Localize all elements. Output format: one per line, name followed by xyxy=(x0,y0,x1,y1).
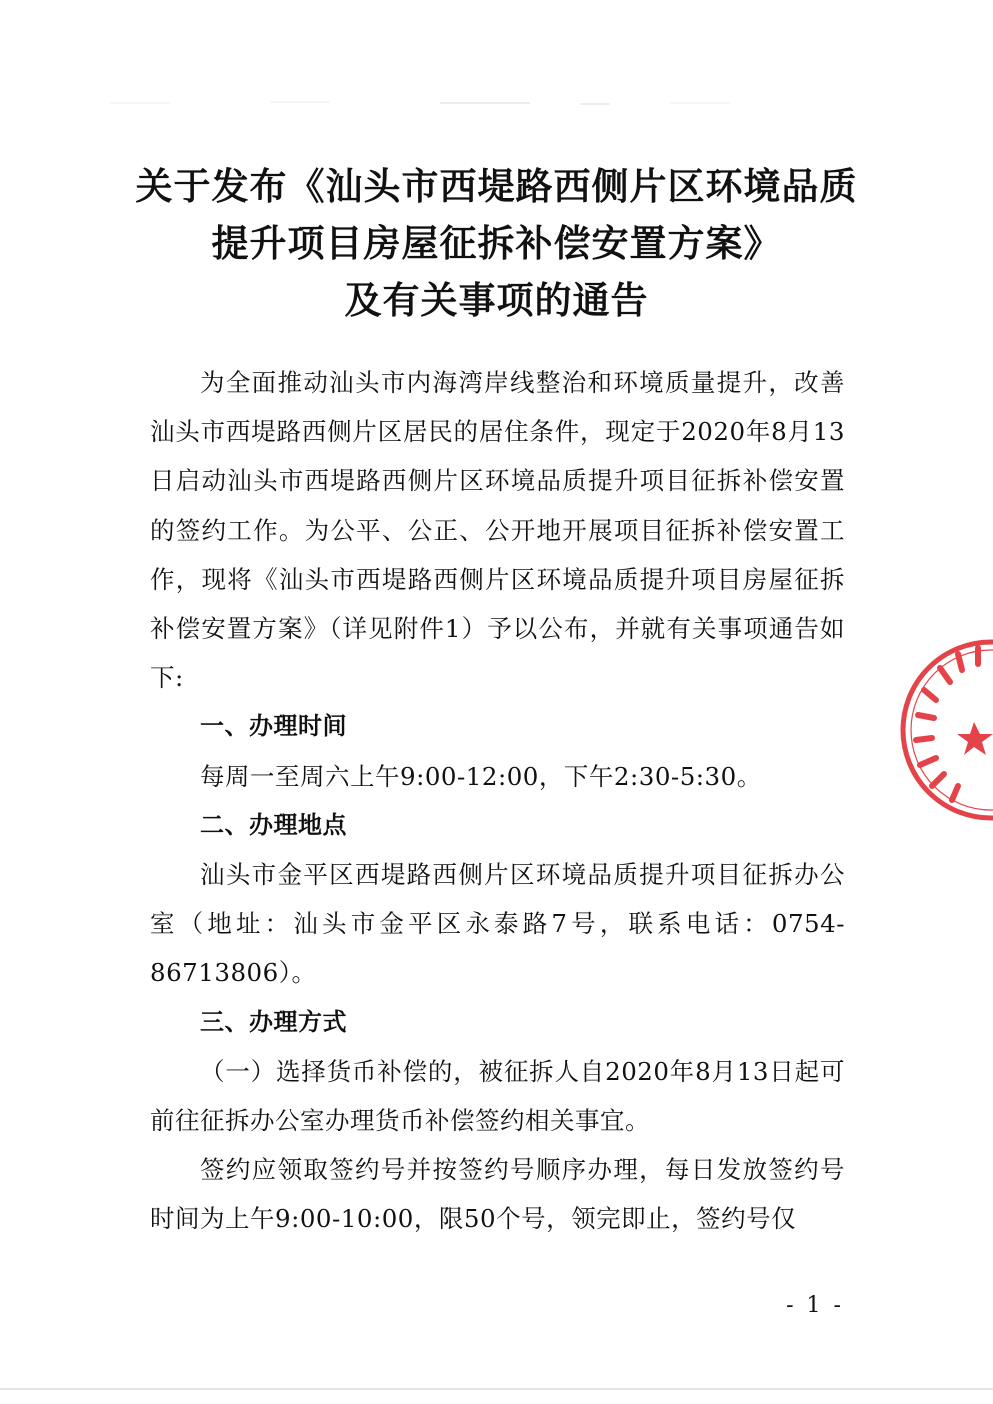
section-heading-location: 二、办理地点 xyxy=(200,810,347,839)
title-line-2: 提升项目房屋征拆补偿安置方案》 xyxy=(211,221,782,265)
monetary-compensation-paragraph: （一）选择货币补偿的，被征拆人自2020年8月13日起可前往征拆办公室办理货币补偿签约相关事宜。 xyxy=(150,1056,845,1136)
document-title xyxy=(0,158,993,329)
document-body xyxy=(150,358,845,1244)
signing-number-paragraph: 签约应领取签约号并按签约号顺序办理，每日发放签约号时间为上午9:00-10:00，限50个号，领完即止，签约号仅 xyxy=(150,1155,845,1234)
title-line-1: 关于发布《汕头市西堤路西侧片区环境品质 xyxy=(135,164,858,208)
section-heading-method: 三、办理方式 xyxy=(200,1007,347,1036)
page-bottom-edge xyxy=(0,1388,993,1390)
scan-artifact xyxy=(110,100,850,106)
official-seal-stamp xyxy=(896,630,993,830)
intro-paragraph: 为全面推动汕头市内海湾岸线整治和环境质量提升，改善汕头市西堤路西侧片区居民的居住条件，现定于2020年8月13日启动汕头市西堤路西侧片区环境品质提升项目征拆补偿安置的签约工作。为公平、公正、公开地开展项目征拆补偿安置工作，现将《汕头市西堤路西侧片区环境品质提升项目房屋征拆补偿安置方案》（详见附件1）予以公布，并就有关事项通告如下: xyxy=(150,368,845,693)
section-heading-time: 一、办理时间 xyxy=(200,712,347,741)
page-number: - 1 - xyxy=(786,1293,844,1318)
office-hours-text: 每周一至周六上午9:00-12:00，下午2:30-5:30。 xyxy=(200,761,762,791)
office-location-text: 汕头市金平区西堤路西侧片区环境品质提升项目征拆办公室（地址：汕头市金平区永泰路7号，联系电话：0754-86713806）。 xyxy=(150,860,845,988)
title-line-3: 及有关事项的通告 xyxy=(344,278,649,322)
